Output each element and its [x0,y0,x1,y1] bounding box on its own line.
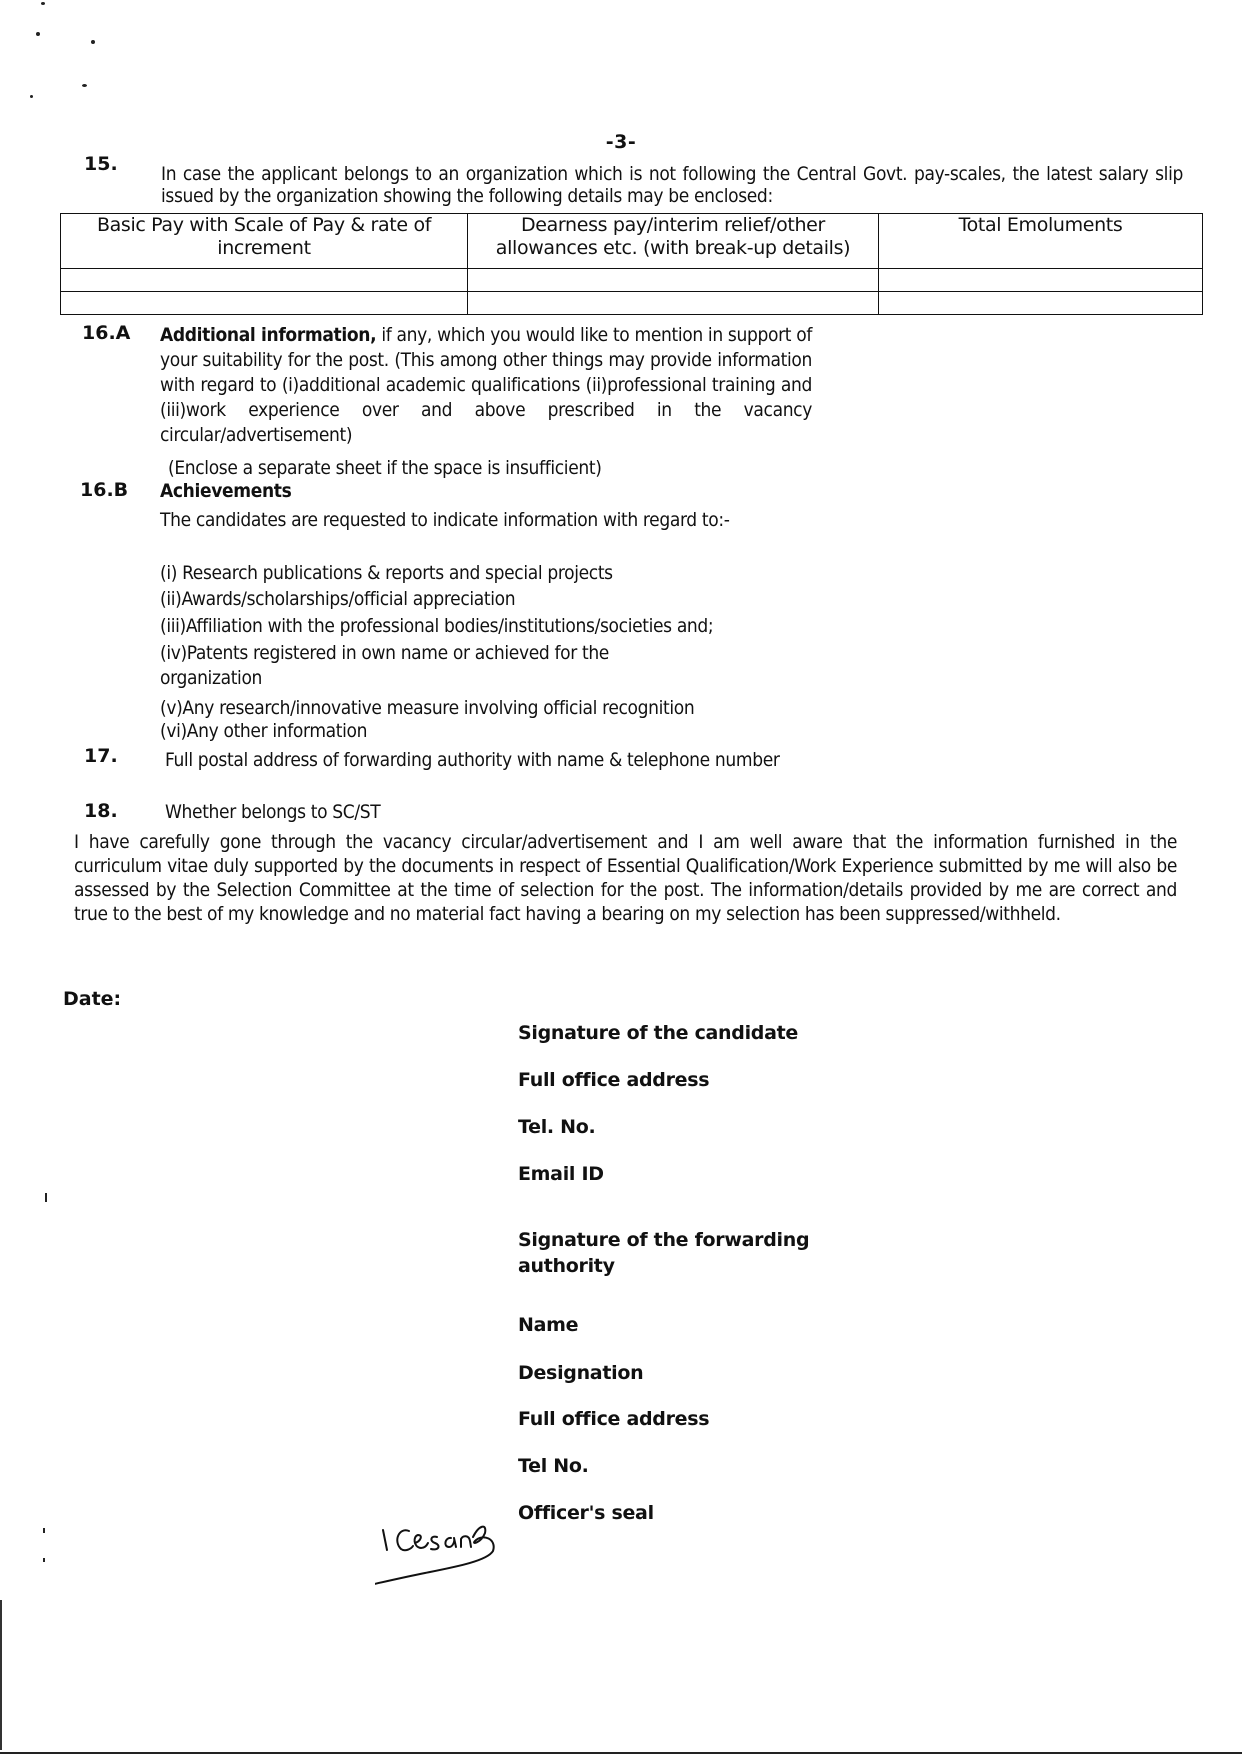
scan-border-bottom [0,1752,1242,1754]
item-15-text: In case the applicant belongs to an organization which is not following the Central Govt. pay-scales, the latest salary slip issued by the organization showing the following details may be enclosed: [161,163,1183,207]
scan-speck [43,1528,45,1533]
achievement-point: (iii)Affiliation with the professional bodies/institutions/societies and; [160,615,714,637]
item-16a-title: Additional information, [160,324,377,346]
achievement-point: (iv)Patents registered in own name or achieved for the organization [160,642,609,689]
candidate-address-label: Full office address [518,1069,710,1091]
declaration-text: I have carefully gone through the vacancy circular/advertisement and I am well aware that the information furnished in the curriculum vitae duly supported by the documents in respect of Essential Qualification/Work Experience submitted by me will also be assessed by the Selection Committee at the time of selection for the post. The information/details provided by me are correct and true to the best of my knowledge and no material fact having a bearing on my selection has been suppressed/withheld. [74,831,1177,925]
item-16a-number: 16.A [82,322,131,344]
page-number: -3- [605,131,637,153]
table-row [61,269,1203,292]
item-16b-intro: The candidates are requested to indicate information with regard to:- [160,509,730,531]
candidate-signature-label: Signature of the candidate [518,1022,798,1044]
achievement-point: (v)Any research/innovative measure involving official recognition [160,697,695,719]
table-cell[interactable] [879,292,1203,315]
forwarding-address-label: Full office address [518,1408,710,1430]
item-16b-title: Achievements [160,480,292,502]
forwarding-name-label: Name [518,1314,579,1336]
table-row [61,292,1203,315]
candidate-email-label: Email ID [518,1163,604,1185]
item-16a-text [160,323,812,448]
achievement-point: (ii)Awards/scholarships/official appreciation [160,588,516,610]
scan-speck [41,2,45,5]
candidate-tel-label: Tel. No. [518,1116,596,1138]
item-18-text: Whether belongs to SC/ST [165,801,381,823]
item-15-number: 15. [84,153,118,175]
table-header-row [61,214,1203,269]
item-17-text: Full postal address of forwarding authority with name & telephone number [165,749,780,771]
scan-speck [30,95,33,98]
handwritten-signature [375,1505,535,1605]
column-header-total-emoluments: Total Emoluments [879,214,1203,269]
achievement-point: (i) Research publications & reports and special projects [160,562,613,584]
forwarding-signature-label: Signature of the forwarding authority [518,1229,810,1277]
item-16a-note: (Enclose a separate sheet if the space is insufficient) [168,457,602,479]
achievement-point: (vi)Any other information [160,720,368,742]
scan-speck [45,1193,47,1202]
scan-border-left [0,1600,2,1750]
scan-speck [82,84,87,87]
scan-speck [36,32,40,36]
scan-speck [43,1558,45,1562]
item-17-number: 17. [84,745,118,767]
forwarding-tel-label: Tel No. [518,1455,589,1477]
table-cell[interactable] [61,292,468,315]
officer-seal-label: Officer's seal [518,1502,654,1524]
item-16a-body: if any, which you would like to mention in support of your suitability for the post. (This among other things may provide information with regard to (i)additional academic qualifications (ii)professional training and (iii)work experience over and above prescribed in the vacancy circular/advertisement) [160,324,812,446]
scan-speck [91,40,95,44]
forwarding-designation-label: Designation [518,1362,644,1384]
column-header-basic-pay: Basic Pay with Scale of Pay & rate of increment [61,214,468,269]
table-cell[interactable] [879,269,1203,292]
table-cell[interactable] [468,292,879,315]
date-label: Date: [63,988,122,1010]
item-18-number: 18. [84,800,118,822]
table-cell[interactable] [61,269,468,292]
column-header-dearness-pay: Dearness pay/interim relief/other allowances etc. (with break-up details) [468,214,879,269]
table-cell[interactable] [468,269,879,292]
item-16b-number: 16.B [80,479,129,501]
salary-details-table [60,213,1203,315]
